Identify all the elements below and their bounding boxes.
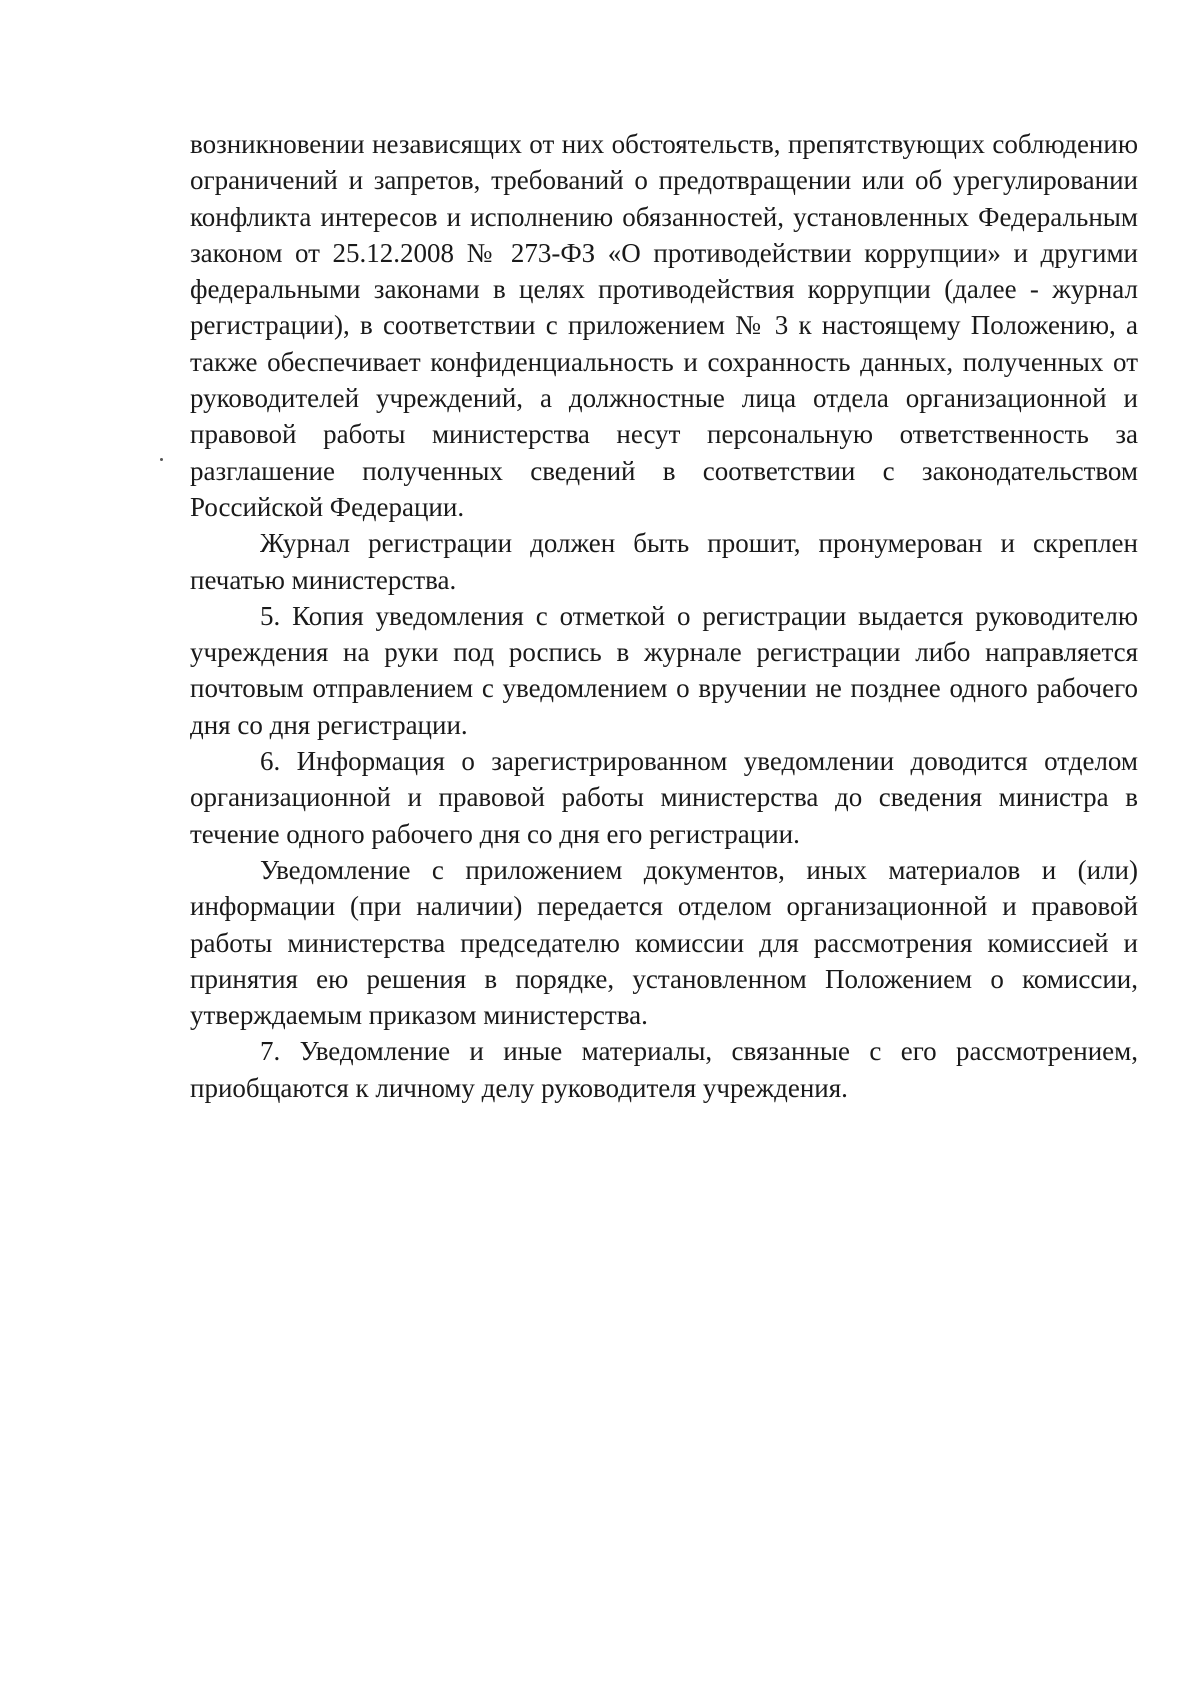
paragraph-continuation: возникновении независящих от них обстоятельств, препятствующих соблюдению ограничений и запретов, требований о предотвращении или об урегулировании конфликта интересов и исполнению обязанностей, установленных Федеральным законом от 25.12.2008 № 273-ФЗ «О противодействии коррупции» и другими федеральными законами в целях противодействия коррупции (далее - журнал регистрации), в соответствии с приложением № 3 к настоящему Положению, а также обеспечивает конфиденциальность и сохранность данных, полученных от руководителей учреждений, а должностные лица отдела организационной и правовой работы министерства несут персональную ответственность за разглашение полученных сведений в соответствии с законодательством Российской Федерации. xyxy=(190,129,1138,522)
paragraph-item-5: 5. Копия уведомления с отметкой о регистрации выдается руководителю учреждения на руки под роспись в журнале регистрации либо направляется почтовым отправлением с уведомлением о вручении не позднее одного рабочего дня со дня регистрации. xyxy=(190,600,1138,740)
document-body xyxy=(190,126,1138,1106)
paragraph-item-6: 6. Информация о зарегистрированном уведомлении доводится отделом организационной и правовой работы министерства до сведения министра в течение одного рабочего дня со дня его регистрации. xyxy=(190,746,1138,849)
paragraph-journal-requirements: Журнал регистрации должен быть прошит, пронумерован и скреплен печатью министерства. xyxy=(190,528,1138,595)
paragraph-item-7: 7. Уведомление и иные материалы, связанные с его рассмотрением, приобщаются к личному делу руководителя учреждения. xyxy=(190,1036,1138,1103)
scan-speck xyxy=(160,458,163,461)
paragraph-notice-transfer: Уведомление с приложением документов, иных материалов и (или) информации (при наличии) передается отделом организационной и правовой работы министерства председателю комиссии для рассмотрения комиссией и принятия ею решения в порядке, установленном Положением о комиссии, утверждаемым приказом министерства. xyxy=(190,854,1138,1031)
